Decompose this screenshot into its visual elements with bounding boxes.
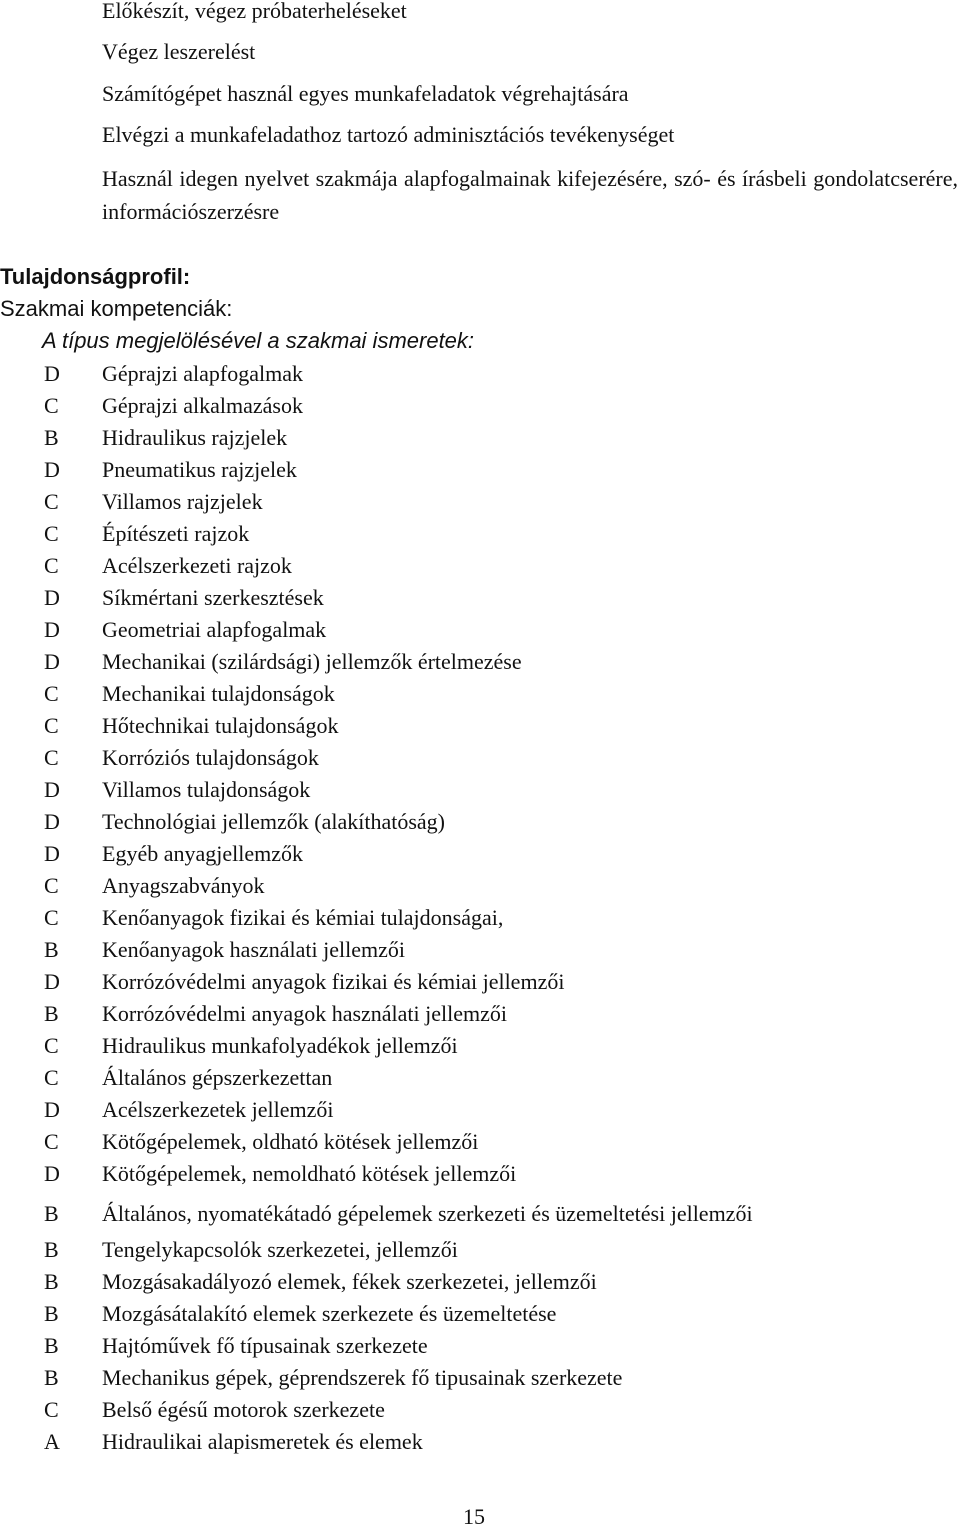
list-item: [0, 422, 960, 454]
competency-level: D: [44, 1097, 60, 1122]
competency-text: Egyéb anyagjellemzők: [102, 841, 303, 866]
intro-line: Előkészít, végez próbaterheléseket: [102, 0, 407, 23]
competency-text: Korróziós tulajdonságok: [102, 745, 319, 770]
list-item: [0, 838, 960, 870]
competency-text: Geometriai alapfogalmak: [102, 617, 327, 642]
list-item: [0, 1426, 960, 1458]
competency-text: Kötőgépelemek, oldható kötések jellemzői: [102, 1129, 479, 1154]
list-item: [0, 806, 960, 838]
list-item: [0, 1266, 960, 1298]
list-item: [0, 390, 960, 422]
competency-level: B: [44, 1269, 59, 1294]
list-item: [0, 582, 960, 614]
list-item: [0, 934, 960, 966]
competency-text: Mozgásátalakító elemek szerkezete és üzemeltetése: [102, 1301, 557, 1326]
competency-level: C: [44, 1033, 59, 1058]
competency-level: D: [44, 777, 60, 802]
competency-text: Kenőanyagok használati jellemzői: [102, 937, 405, 962]
list-item: [0, 742, 960, 774]
competency-level: C: [44, 489, 59, 514]
competency-text: Géprajzi alkalmazások: [102, 393, 303, 418]
competency-text: Építészeti rajzok: [102, 521, 250, 546]
competency-level: D: [44, 969, 60, 994]
competency-level: C: [44, 1129, 59, 1154]
competency-text: Korrózóvédelmi anyagok használati jellemzői: [102, 1001, 508, 1026]
intro-line: Számítógépet használ egyes munkafeladatok végrehajtására: [102, 81, 629, 106]
competency-level: B: [44, 1201, 59, 1226]
list-item: [0, 902, 960, 934]
competency-text: Acélszerkezetek jellemzői: [102, 1097, 334, 1122]
competency-level: C: [44, 553, 59, 578]
competency-text: Hőtechnikai tulajdonságok: [102, 713, 339, 738]
competency-level: C: [44, 521, 59, 546]
competency-level: D: [44, 1161, 60, 1186]
competency-text: Villamos tulajdonságok: [102, 777, 311, 802]
page-number: 15: [463, 1504, 485, 1529]
competency-level: D: [44, 809, 60, 834]
list-item: [0, 1126, 960, 1158]
section-heading: Tulajdonságprofil:: [0, 264, 191, 289]
competency-text: Mechanikai (szilárdsági) jellemzők értelmezése: [102, 649, 522, 674]
section-subheading: Szakmai kompetenciák:: [0, 296, 233, 321]
competency-level: C: [44, 713, 59, 738]
list-item: [0, 1062, 960, 1094]
competency-level: D: [44, 649, 60, 674]
competency-text: Géprajzi alapfogalmak: [102, 361, 303, 386]
competency-text: Kötőgépelemek, nemoldható kötések jellemzői: [102, 1161, 517, 1186]
list-item: [0, 646, 960, 678]
competency-text: Anyagszabványok: [102, 873, 265, 898]
competency-text: Kenőanyagok fizikai és kémiai tulajdonságai,: [102, 905, 504, 930]
competency-level: C: [44, 1397, 59, 1422]
list-item: [0, 518, 960, 550]
competency-level: D: [44, 841, 60, 866]
competency-text: Mechanikai tulajdonságok: [102, 681, 335, 706]
list-item: [0, 870, 960, 902]
list-item: [0, 1030, 960, 1062]
competency-level: A: [44, 1429, 60, 1454]
competency-level: B: [44, 1301, 59, 1326]
competency-text: Hidraulikus rajzjelek: [102, 425, 288, 450]
competency-text: Általános, nyomatékátadó gépelemek szerkezeti és üzemeltetési jellemzői: [102, 1201, 753, 1226]
competency-level: D: [44, 457, 60, 482]
competency-text: Villamos rajzjelek: [102, 489, 263, 514]
list-item: [0, 678, 960, 710]
competency-level: D: [44, 617, 60, 642]
list-item: [0, 1198, 960, 1230]
competency-text: Síkmértani szerkesztések: [102, 585, 324, 610]
competency-level: B: [44, 1001, 59, 1026]
competency-level: B: [44, 1237, 59, 1262]
list-item: [0, 486, 960, 518]
intro-line: Elvégzi a munkafeladathoz tartozó adminisztációs tevékenységet: [102, 122, 675, 147]
competency-level: D: [44, 361, 60, 386]
list-item: [0, 1298, 960, 1330]
list-item: [0, 358, 960, 390]
competency-text: Mechanikus gépek, géprendszerek fő tipusainak szerkezete: [102, 1365, 623, 1390]
competency-level: B: [44, 937, 59, 962]
intro-line: Végez leszerelést: [102, 39, 256, 64]
competency-text: Hidraulikus munkafolyadékok jellemzői: [102, 1033, 458, 1058]
list-item: [0, 1362, 960, 1394]
competency-text: Korrózóvédelmi anyagok fizikai és kémiai jellemzői: [102, 969, 565, 994]
list-item: [0, 1094, 960, 1126]
list-item: [0, 550, 960, 582]
italic-heading: A típus megjelölésével a szakmai ismeretek:: [42, 328, 475, 353]
competency-level: C: [44, 745, 59, 770]
list-item: [0, 1330, 960, 1362]
competency-text: Acélszerkezeti rajzok: [102, 553, 292, 578]
list-item: [0, 998, 960, 1030]
competency-level: C: [44, 1065, 59, 1090]
list-item: [0, 614, 960, 646]
competency-level: B: [44, 425, 59, 450]
list-item: [0, 1158, 960, 1190]
list-item: [0, 1234, 960, 1266]
competency-text: Hajtóművek fő típusainak szerkezete: [102, 1333, 428, 1358]
competency-text: Tengelykapcsolók szerkezetei, jellemzői: [102, 1237, 458, 1262]
competency-level: B: [44, 1333, 59, 1358]
competency-level: C: [44, 681, 59, 706]
competency-text: Általános gépszerkezettan: [102, 1065, 333, 1090]
list-item: [0, 454, 960, 486]
competency-level: C: [44, 873, 59, 898]
competency-text: Technológiai jellemzők (alakíthatóság): [102, 809, 445, 834]
competency-text: Hidraulikai alapismeretek és elemek: [102, 1429, 423, 1454]
competency-text: Pneumatikus rajzjelek: [102, 457, 297, 482]
list-item: [0, 774, 960, 806]
competency-level: C: [44, 905, 59, 930]
competency-text: Belső égésű motorok szerkezete: [102, 1397, 385, 1422]
competency-level: B: [44, 1365, 59, 1390]
intro-paragraph: Használ idegen nyelvet szakmája alapfogalmainak kifejezésére, szó- és írásbeli gondolatcserére, információszerzésre: [102, 166, 958, 224]
list-item: [0, 1394, 960, 1426]
list-item: [0, 966, 960, 998]
competency-text: Mozgásakadályozó elemek, fékek szerkezetei, jellemzői: [102, 1269, 597, 1294]
competency-level: C: [44, 393, 59, 418]
competency-level: D: [44, 585, 60, 610]
list-item: [0, 710, 960, 742]
